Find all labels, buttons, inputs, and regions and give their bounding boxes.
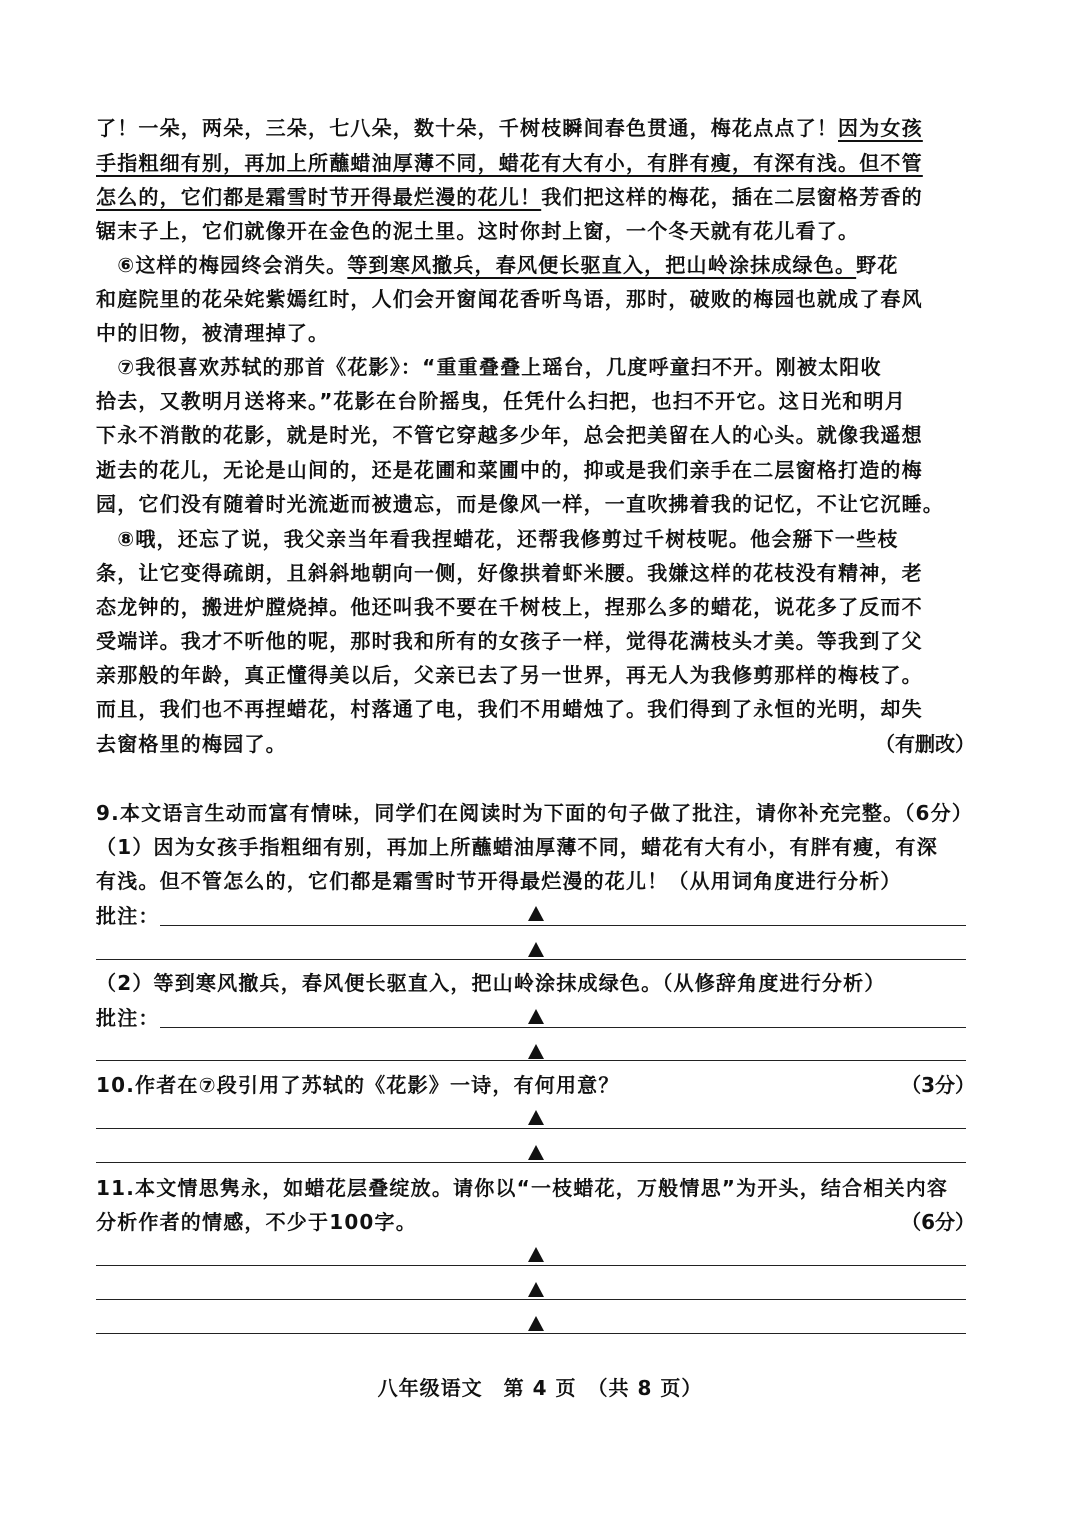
passage-line: [96, 250, 976, 280]
underlined-sentence: 等到寒风撤兵，春风便长驱直入，把山岭涂抹成绿色。: [347, 253, 857, 277]
annotation-label: 批注：: [96, 904, 160, 928]
passage-line: 去窗格里的梅园了。: [96, 732, 287, 756]
passage-line: 下永不消散的花影，就是时光，不管它穿越多少年，总会把美留在人的心头。就像我遥想: [96, 423, 923, 447]
answer-line[interactable]: [96, 1333, 966, 1334]
underlined-sentence: 因为女孩: [838, 116, 923, 140]
passage-line: 而且，我们也不再捏蜡花，村落通了电，我们不用蜡烛了。我们得到了永恒的光明，却失: [96, 697, 923, 721]
passage-line: ⑦我很喜欢苏轼的那首《花影》：“重重叠叠上瑶台，几度呼童扫不开。刚被太阳收: [96, 355, 882, 379]
question-11-text: 分析作者的情感，不少于100字。: [96, 1210, 417, 1234]
passage-line: 拾去，又教明月送将来。”花影在台阶摇曳，任凭什么扫把，也扫不开它。这日光和明月: [96, 389, 906, 413]
passage-text: 了！一朵，两朵，三朵，七八朵，数十朵，千树枝瞬间春色贯通，梅花点点了！: [96, 116, 838, 140]
passage-line: 态龙钟的，搬进炉膛烧掉。他还叫我不要在千树枝上，捏那么多的蜡花，说花多了反而不: [96, 595, 923, 619]
question-9-stem: 9.本文语言生动而富有情味，同学们在阅读时为下面的句子做了批注，请你补充完整。（6分）: [96, 801, 974, 825]
passage-line: [96, 148, 976, 178]
passage-text: 野花: [856, 253, 899, 277]
question-11-text: 11.本文情思隽永，如蜡花层叠绽放。请你以“一枝蜡花，万般情思”为开头，结合相关内容: [96, 1176, 949, 1200]
answer-marker-icon: [528, 1044, 544, 1059]
answer-line[interactable]: [96, 1265, 966, 1266]
passage-line: 中的旧物，被清理掉了。: [96, 321, 330, 345]
answer-marker-icon: [528, 1247, 544, 1262]
passage-line: 和庭院里的花朵姹紫嫣红时，人们会开窗闻花香听鸟语，那时，破败的梅园也就成了春风: [96, 287, 923, 311]
question-10-text: 10.作者在⑦段引用了苏轼的《花影》一诗，有何用意？: [96, 1073, 620, 1097]
question-9-1-text: （1）因为女孩手指粗细有别，再加上所蘸蜡油厚薄不同，蜡花有大有小，有胖有瘦，有深: [96, 835, 938, 859]
passage-line: [96, 216, 976, 246]
question-10-score: （3分）: [901, 1073, 975, 1097]
passage-line: 逝去的花儿，无论是山间的，还是花圃和菜圃中的，抑或是我们亲手在二层窗格打造的梅: [96, 458, 923, 482]
answer-line[interactable]: [96, 1162, 966, 1163]
page-footer: 八年级语文 第 4 页 （共 8 页）: [377, 1376, 703, 1400]
passage-line: [96, 182, 976, 212]
annotation-label: 批注：: [96, 1006, 160, 1030]
question-9-1-text: 有浅。但不管怎么的，它们都是霜雪时节开得最烂漫的花儿！（从用词角度进行分析）: [96, 869, 902, 893]
passage-line: [96, 113, 976, 143]
answer-line[interactable]: [96, 1128, 966, 1129]
answer-marker-icon: [528, 906, 544, 921]
answer-marker-icon: [528, 1316, 544, 1331]
answer-line[interactable]: [160, 1027, 966, 1028]
answer-line[interactable]: [96, 959, 966, 960]
passage-text: ⑥这样的梅园终会消失。: [96, 253, 348, 277]
passage-line: 受端详。我才不听他的呢，那时我和所有的女孩子一样，觉得花满枝头才美。等我到了父: [96, 629, 923, 653]
passage-text: 我们把这样的梅花，插在二层窗格芳香的: [541, 185, 923, 209]
underlined-sentence: 手指粗细有别，再加上所蘸蜡油厚薄不同，蜡花有大有小，有胖有瘦，有深有浅。但不管: [96, 151, 923, 175]
answer-line[interactable]: [96, 1060, 966, 1061]
passage-line: 条，让它变得疏朗，且斜斜地朝向一侧，好像拱着虾米腰。我嫌这样的花枝没有精神，老: [96, 561, 923, 585]
passage-line: ⑧哦，还忘了说，我父亲当年看我捏蜡花，还帮我修剪过千树枝呢。他会掰下一些枝: [96, 527, 899, 551]
answer-line[interactable]: [160, 925, 966, 926]
passage-line: 亲那般的年龄，真正懂得美以后，父亲已去了另一世界，再无人为我修剪那样的梅枝了。: [96, 663, 923, 687]
source-note: （有删改）: [875, 732, 975, 756]
answer-marker-icon: [528, 1110, 544, 1125]
underlined-sentence: 怎么的，它们都是霜雪时节开得最烂漫的花儿！: [96, 185, 542, 209]
answer-line[interactable]: [96, 1299, 966, 1300]
passage-text: 锯末子上，它们就像开在金色的泥土里。这时你封上窗，一个冬天就有花儿看了。: [96, 219, 860, 243]
answer-marker-icon: [528, 942, 544, 957]
passage-line: 园，它们没有随着时光流逝而被遗忘，而是像风一样，一直吹拂着我的记忆，不让它沉睡。: [96, 492, 944, 516]
answer-marker-icon: [528, 1145, 544, 1160]
answer-marker-icon: [528, 1282, 544, 1297]
question-11-score: （6分）: [901, 1210, 975, 1234]
answer-marker-icon: [528, 1009, 544, 1024]
question-9-2-text: （2）等到寒风撤兵，春风便长驱直入，把山岭涂抹成绿色。（从修辞角度进行分析）: [96, 971, 886, 995]
